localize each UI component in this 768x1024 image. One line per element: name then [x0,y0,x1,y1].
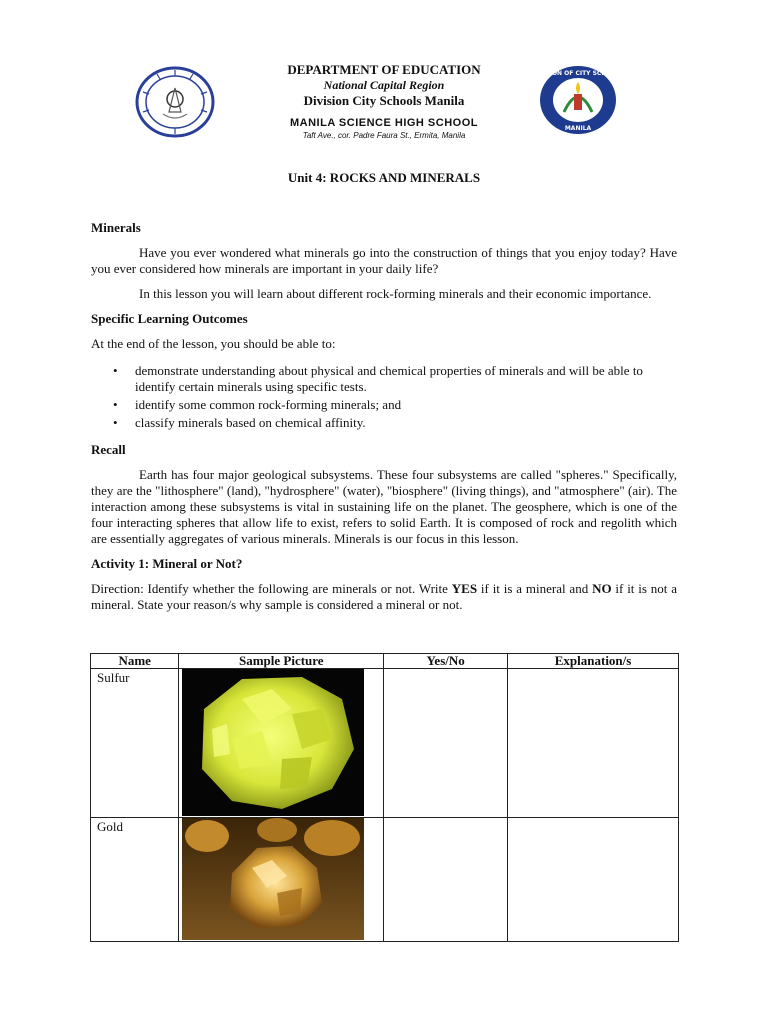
minerals-paragraph-1: Have you ever wondered what minerals go into the construction of things that you enjoy today? Have you ever considered how minerals are important in your daily life? [91,245,677,276]
region-name: National Capital Region [323,78,445,92]
minerals-paragraph-2: In this lesson you will learn about different rock-forming minerals and their economic importance. [139,286,652,301]
sulfur-yes-no-cell[interactable] [384,669,508,818]
sulfur-explanation-cell[interactable] [508,669,679,818]
right-seal-text: DIVISION OF CITY SCHOOLS [531,70,625,77]
activity-table [90,653,679,942]
direction-text-a: Direction: Identify whether the following are minerals or not. Write [91,581,452,596]
table-header-row [91,654,679,669]
outcomes-list [91,363,677,431]
recall-heading: Recall [91,442,126,457]
sulfur-name-cell: Sulfur [91,669,179,818]
header-name: Name [91,654,179,669]
department-name: DEPARTMENT OF EDUCATION [287,62,481,77]
table-row [91,818,679,942]
division-name: Division City Schools Manila [303,93,465,108]
sulfur-crystal-image [182,669,364,816]
gold-name-cell: Gold [91,818,179,942]
activity-direction [91,581,677,613]
gold-explanation-cell[interactable] [508,818,679,942]
gold-yes-no-cell[interactable] [384,818,508,942]
outcomes-intro: At the end of the lesson, you should be able to: [91,336,336,351]
gold-nugget-image [182,818,364,940]
no-keyword: NO [592,581,612,596]
header-sample-picture: Sample Picture [179,654,384,669]
direction-text-b: if it is a mineral and [477,581,593,596]
gold-picture-cell [179,818,384,942]
header-explanation: Explanation/s [508,654,679,669]
outcomes-heading: Specific Learning Outcomes [91,311,248,326]
right-seal-bottom-text: MANILA [564,125,592,132]
list-item: • identify some common rock-forming minerals; and [135,397,677,413]
list-item: • classify minerals based on chemical affinity. [135,415,677,431]
sulfur-picture-cell [179,669,384,818]
lesson-content [91,220,677,613]
minerals-heading: Minerals [91,220,141,235]
school-name: MANILA SCIENCE HIGH SCHOOL [290,117,478,129]
school-address: Taft Ave., cor. Padre Faura St., Ermita, Manila [302,131,466,140]
direction-text-c: if it is not a mineral. State your reason/s why sample is considered a mineral or not. [91,581,677,612]
unit-title: Unit 4: ROCKS AND MINERALS [287,170,481,185]
yes-keyword: YES [451,581,478,596]
activity-heading: Activity 1: Mineral or Not? [91,556,243,571]
recall-paragraph: Earth has four major geological subsystems. These four subsystems are called "spheres." Specifically, they are the "lithosphere" (land), "hydrosphere" (water), "biosphere" (living things), and "atmosphere" (air). The interaction among these subsystems is vital in sustaining life on the planet. The geosphere, which is one of the four interacting spheres that allow life to exist, refers to solid Earth. It is composed of rock and regolith which are essentially aggregates of various minerals. Minerals is our focus in this lesson. [91,467,677,546]
table-row [91,669,679,818]
header-yes-no: Yes/No [384,654,508,669]
list-item: • demonstrate understanding about physical and chemical properties of minerals and will be able to identify certain minerals using specific tests. [135,363,677,395]
document-header [200,62,568,141]
